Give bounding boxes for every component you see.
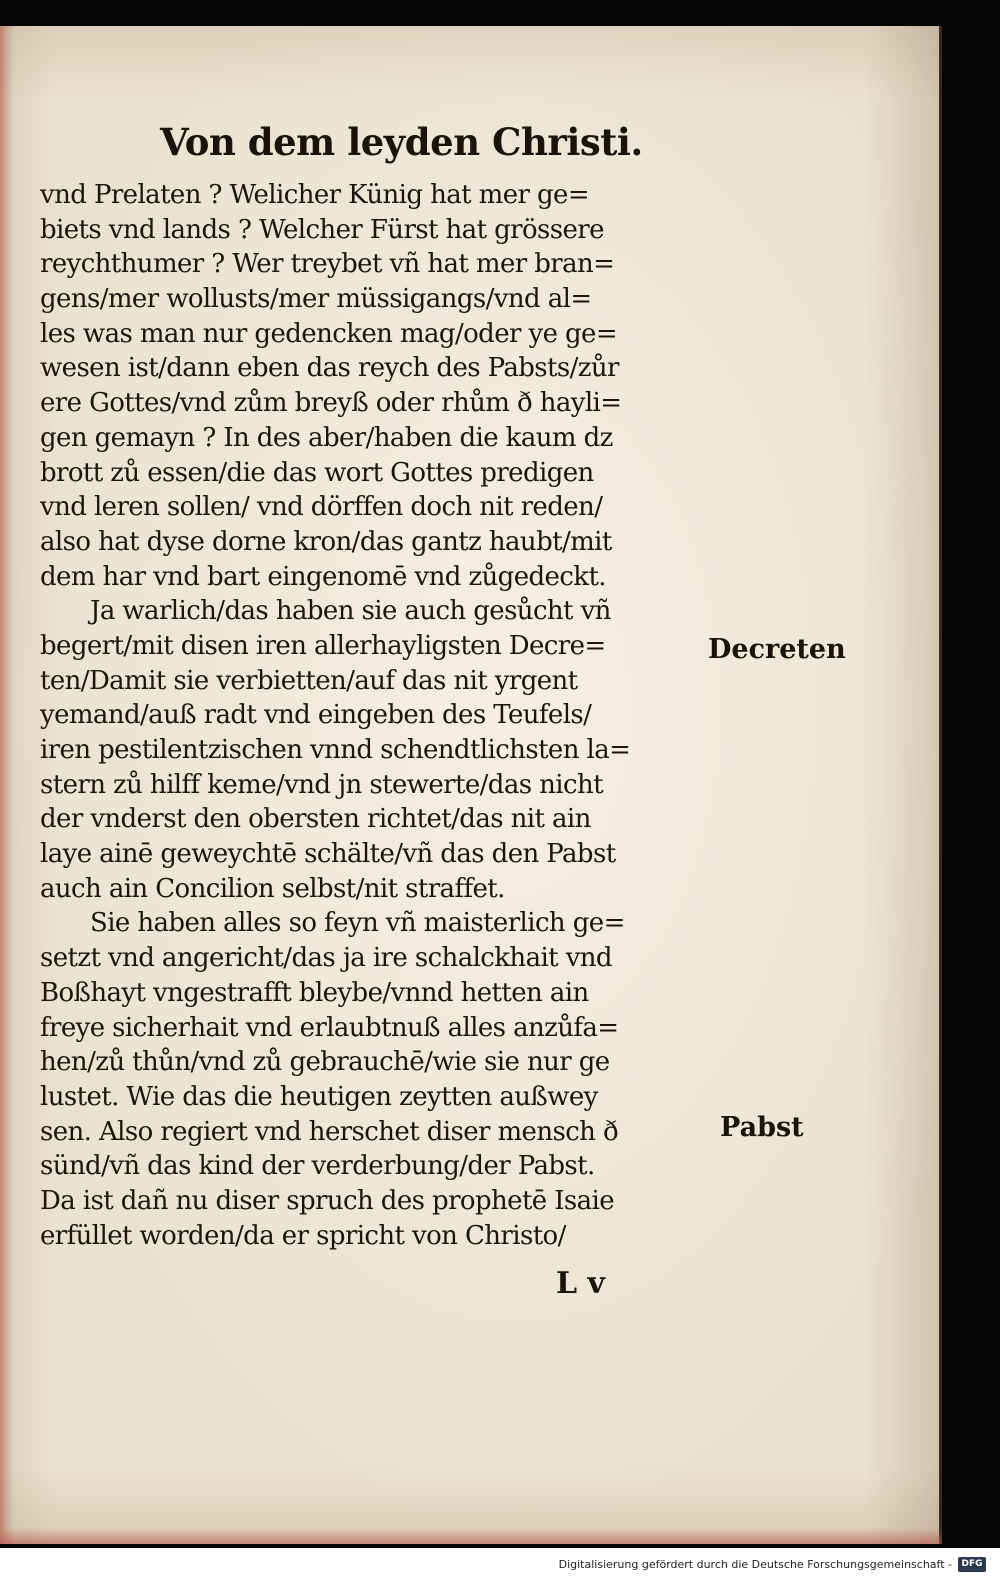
text-line: biets vnd lands ? Welcher Fürst hat grössere	[40, 214, 604, 245]
text-line: brott zů essen/die das wort Gottes predigen	[40, 457, 594, 488]
text-line: ere Gottes/vnd zům breyß oder rhům ð hayli=	[40, 388, 622, 419]
funding-credit: Digitalisierung gefördert durch die Deutsche Forschungsgemeinschaft -	[558, 1558, 952, 1571]
text-line: les was man nur gedencken mag/oder ye ge=	[40, 318, 618, 349]
text-line: reychthumer ? Wer treybet vñ hat mer bran=	[40, 249, 615, 280]
signature-mark: L v	[556, 1266, 605, 1301]
text-line: begert/mit disen iren allerhayligsten Decre=	[40, 630, 606, 661]
text-line: freye sicherhait vnd erlaubtnuß alles anzůfa=	[40, 1012, 619, 1043]
page-bottom-edge	[0, 1528, 942, 1544]
text-line: vnd Prelaten ? Welicher Künig hat mer ge=	[40, 180, 589, 210]
text-line: ten/Damit sie verbietten/auf das nit yrgent	[40, 665, 578, 696]
text-line: Boßhayt vngestrafft bleybe/vnnd hetten ain	[40, 977, 589, 1008]
marginal-note-decreten: Decreten	[708, 634, 846, 665]
running-head: Von dem leyden Christi.	[160, 120, 643, 164]
text-line: hen/zů thůn/vnd zů gebrauchē/wie sie nur ge	[40, 1047, 610, 1078]
text-line: yemand/auß radt vnd eingeben des Teufels/	[40, 700, 592, 731]
text-line: also hat dyse dorne kron/das gantz haubt/mit	[40, 526, 612, 557]
text-line: gens/mer wollusts/mer müssigangs/vnd al=	[40, 284, 592, 315]
text-line: stern zů hilff keme/vnd jn stewerte/das nicht	[40, 769, 603, 800]
text-line: setzt vnd angericht/das ja ire schalckhait vnd	[40, 943, 612, 974]
text-line: laye ainē geweychtē schälte/vñ das den Pabst	[40, 839, 616, 870]
text-line: iren pestilentzischen vnnd schendtlichsten la=	[40, 735, 631, 765]
dfg-logo-icon: DFG	[958, 1557, 986, 1572]
footer-bar	[0, 1548, 1000, 1588]
text-line: erfüllet worden/da er spricht von Christo/	[40, 1220, 566, 1251]
text-line: sünd/vñ das kind der verderbung/der Pabst.	[40, 1151, 595, 1182]
text-line: der vnderst den obersten richtet/das nit ain	[40, 804, 591, 835]
text-line: Sie haben alles so feyn vñ maisterlich ge=	[90, 908, 625, 939]
text-line: vnd leren sollen/ vnd dörffen doch nit reden/	[40, 492, 603, 523]
text-line: auch ain Concilion selbst/nit straffet.	[40, 873, 505, 904]
page-left-edge	[0, 26, 14, 1544]
text-line: wesen ist/dann eben das reych des Pabsts/zůr	[40, 353, 619, 384]
text-line: sen. Also regiert vnd herschet diser mensch ð	[40, 1116, 619, 1147]
text-line: dem har vnd bart eingenomē vnd zůgedeckt.	[40, 561, 606, 592]
text-line: Ja warlich/das haben sie auch gesůcht vñ	[90, 596, 611, 627]
marginal-note-pabst: Pabst	[720, 1112, 804, 1143]
body-text	[40, 178, 710, 1253]
text-line: lustet. Wie das die heutigen zeytten außwey	[40, 1081, 598, 1112]
text-line: Da ist dañ nu diser spruch des prophetē Isaie	[40, 1185, 615, 1216]
text-line: gen gemayn ? In des aber/haben die kaum dz	[40, 422, 613, 453]
